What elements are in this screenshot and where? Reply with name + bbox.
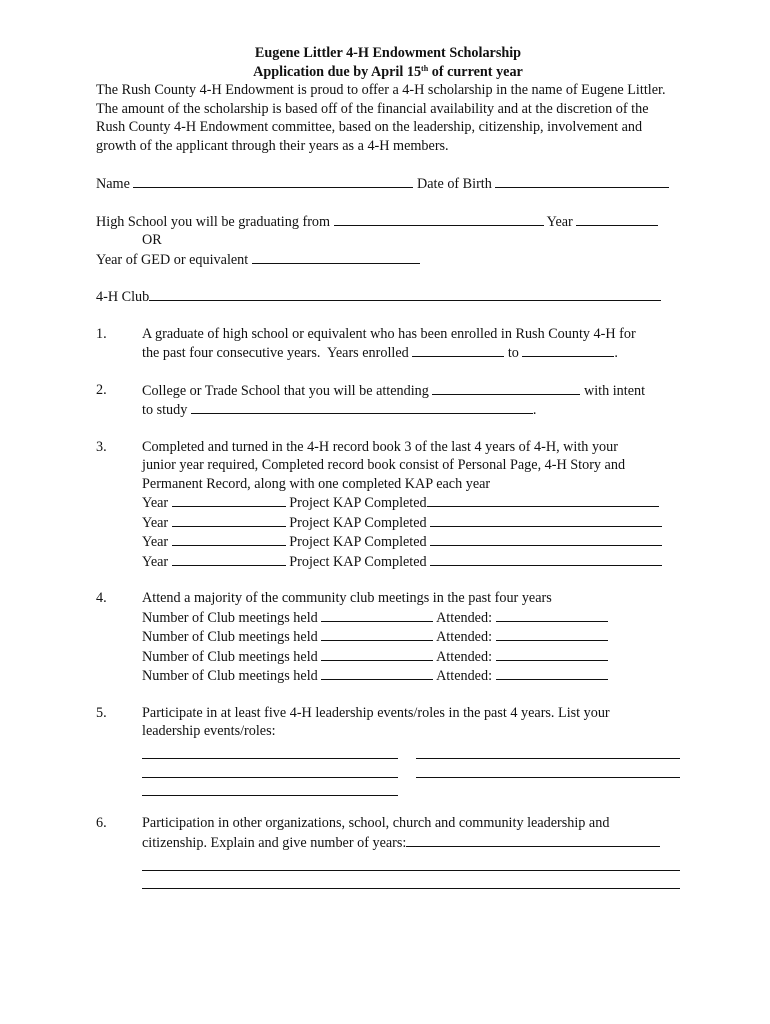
kap-field[interactable]: [430, 532, 662, 546]
kap-year-label: Year: [142, 534, 169, 550]
meetings-held-label: Number of Club meetings held: [142, 648, 318, 665]
years-enrolled-to-field[interactable]: [522, 343, 614, 357]
requirement-1: [96, 325, 680, 363]
kap-field[interactable]: [430, 513, 662, 527]
dob-label: Date of Birth: [416, 176, 492, 192]
kap-label: Project KAP Completed: [289, 534, 427, 550]
high-school-row: [96, 212, 680, 232]
requirement-4: [96, 589, 680, 686]
attended-label: Attended:: [436, 668, 493, 684]
year-label: Year: [546, 213, 573, 230]
meetings-row: [142, 608, 680, 628]
requirement-text: A graduate of high school or equivalent who has been enrolled in Rush County 4-H for: [142, 325, 636, 342]
college-row: [142, 381, 680, 401]
period: .: [614, 345, 618, 361]
ged-row: [96, 250, 680, 270]
attended-label: Attended:: [436, 609, 493, 626]
graduation-year-field[interactable]: [576, 212, 658, 226]
citizenship-label: citizenship. Explain and give number of years:: [142, 834, 407, 851]
citizenship-row: [142, 833, 680, 853]
requirement-text: Permanent Record, along with one completed KAP each year: [142, 475, 491, 492]
attended-field[interactable]: [496, 647, 608, 661]
leadership-row: [142, 759, 680, 778]
meetings-row: [142, 666, 680, 686]
requirement-text: leadership events/roles:: [142, 723, 276, 739]
attended-label: Attended:: [436, 629, 493, 645]
requirement-2: [96, 381, 680, 420]
item-number: 6.: [96, 815, 107, 831]
leadership-field[interactable]: [416, 759, 680, 778]
leadership-field[interactable]: [416, 741, 680, 760]
requirement-text: Participation in other organizations, school, church and community leadership and: [142, 815, 610, 831]
meetings-held-label: Number of Club meetings held: [142, 668, 318, 684]
kap-year-label: Year: [142, 495, 169, 511]
college-field[interactable]: [432, 381, 580, 395]
meetings-held-field[interactable]: [321, 647, 433, 661]
meetings-row: [142, 647, 680, 667]
item-number: 3.: [96, 438, 107, 455]
kap-field[interactable]: [427, 493, 659, 507]
high-school-label: High School you will be graduating from: [96, 213, 331, 230]
due-date-line: Application due by April 15th of current year: [253, 63, 523, 80]
leadership-field[interactable]: [142, 741, 398, 760]
leadership-field[interactable]: [142, 759, 398, 778]
kap-year-label: Year: [142, 553, 169, 570]
club-field[interactable]: [149, 287, 661, 301]
club-row: [96, 287, 680, 307]
study-row: [142, 400, 680, 420]
study-label: to study: [142, 402, 188, 418]
high-school-field[interactable]: [334, 212, 544, 226]
form-title: Eugene Littler 4-H Endowment Scholarship: [254, 45, 522, 61]
requirement-text: Attend a majority of the community club meetings in the past four years: [142, 590, 552, 606]
meetings-held-field[interactable]: [321, 627, 433, 641]
citizenship-field[interactable]: [142, 871, 680, 890]
meetings-row: [142, 627, 680, 647]
kap-year-label: Year: [142, 514, 169, 531]
item-number: 1.: [96, 325, 107, 342]
with-intent-label: with intent: [583, 382, 646, 399]
requirement-text: Participate in at least five 4-H leadership events/roles in the past 4 years. List your: [142, 704, 610, 721]
item-number: 2.: [96, 381, 107, 398]
leadership-row: [142, 741, 680, 760]
application-form: [96, 44, 680, 889]
kap-field[interactable]: [430, 552, 662, 566]
club-label: 4-H Club: [96, 289, 150, 305]
ged-label: Year of GED or equivalent: [96, 251, 249, 268]
leadership-field[interactable]: [142, 778, 398, 797]
intro-paragraph: The Rush County 4-H Endowment is proud to offer a 4-H scholarship in the name of Eugene Littler. The amount of the scholarship is based off of the financial availability and at the discretion of the Rush County 4-H Endowment committee, based on the leadership, citizenship, involvement and growth of the applicant through their years as a 4-H members.: [96, 82, 666, 154]
requirement-text: Completed and turned in the 4-H record book 3 of the last 4 years of 4-H, with your: [142, 438, 618, 455]
name-field[interactable]: [133, 174, 413, 188]
attended-label: Attended:: [436, 648, 493, 665]
requirement-6: [96, 814, 680, 889]
study-field[interactable]: [191, 400, 533, 414]
item-number: 4.: [96, 590, 107, 606]
kap-year-field[interactable]: [172, 552, 286, 566]
kap-year-field[interactable]: [172, 513, 286, 527]
or-label: OR: [142, 232, 162, 248]
years-enrolled-from-field[interactable]: [412, 343, 504, 357]
dob-field[interactable]: [495, 174, 669, 188]
attended-field[interactable]: [496, 627, 608, 641]
to-label: to: [507, 345, 519, 361]
meetings-held-label: Number of Club meetings held: [142, 609, 318, 626]
meetings-held-field[interactable]: [321, 608, 433, 622]
requirement-3: [96, 438, 680, 572]
period: .: [532, 402, 537, 418]
kap-row: [142, 513, 680, 533]
meetings-held-label: Number of Club meetings held: [142, 629, 318, 645]
kap-year-field[interactable]: [172, 532, 286, 546]
years-enrolled-label: the past four consecutive years. Years enrolled: [142, 345, 409, 361]
meetings-held-field[interactable]: [321, 666, 433, 680]
requirement-5: [96, 704, 680, 797]
name-label: Name: [96, 176, 130, 192]
kap-label: Project KAP Completed: [289, 495, 427, 511]
kap-label: Project KAP Completed: [289, 553, 427, 570]
years-enrolled-row: [142, 343, 680, 363]
citizenship-field[interactable]: [142, 852, 680, 871]
kap-label: Project KAP Completed: [289, 514, 427, 531]
attended-field[interactable]: [496, 666, 608, 680]
attended-field[interactable]: [496, 608, 608, 622]
ged-year-field[interactable]: [252, 250, 420, 264]
item-number: 5.: [96, 704, 107, 721]
citizenship-field[interactable]: [406, 833, 660, 847]
kap-row: [142, 552, 680, 572]
leadership-row: [142, 778, 680, 797]
name-row: [96, 174, 680, 194]
kap-year-field[interactable]: [172, 493, 286, 507]
college-label: College or Trade School that you will be attending: [142, 382, 429, 399]
requirement-text: junior year required, Completed record book consist of Personal Page, 4-H Story and: [142, 457, 626, 473]
kap-row: [142, 493, 680, 513]
kap-row: [142, 532, 680, 552]
